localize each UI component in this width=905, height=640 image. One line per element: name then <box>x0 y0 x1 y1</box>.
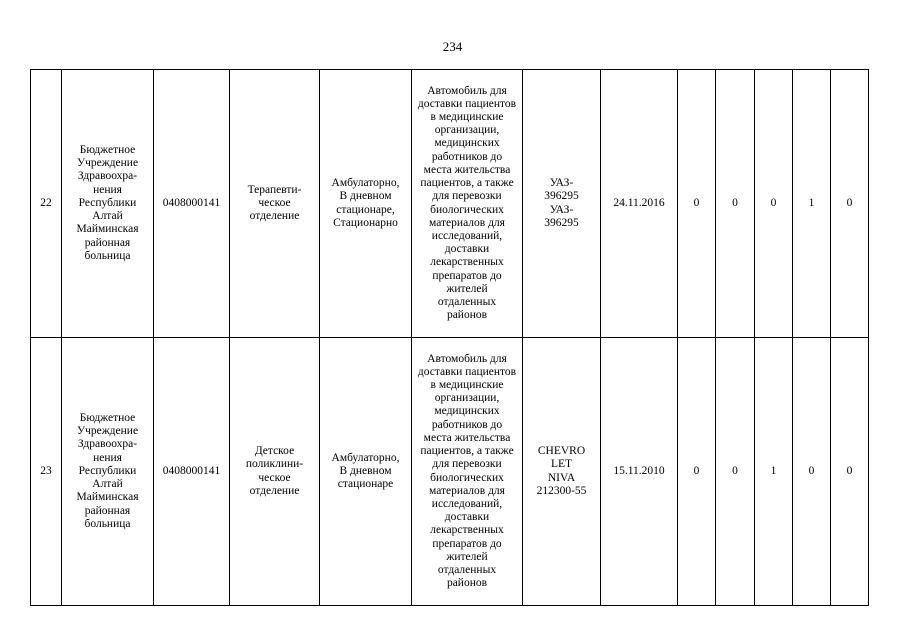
count-cell-4: 0 <box>793 338 831 606</box>
vehicle-model-cell: УАЗ- 396295 УАЗ- 396295 <box>523 70 601 338</box>
care-form-cell: Амбулаторно, В дневном стационаре <box>320 338 412 606</box>
department-cell: Терапевти- ческое отделение <box>230 70 320 338</box>
count-cell-1: 0 <box>678 338 716 606</box>
date-cell: 24.11.2016 <box>601 70 678 338</box>
organization-cell: Бюджетное Учреждение Здравоохра- нения Республики Алтай Майминская районная больница <box>62 338 154 606</box>
count-cell-1: 0 <box>678 70 716 338</box>
table-row <box>31 338 869 606</box>
count-cell-3: 1 <box>755 338 793 606</box>
table-row <box>31 70 869 338</box>
count-cell-2: 0 <box>716 70 755 338</box>
count-cell-3: 0 <box>755 70 793 338</box>
department-cell: Детское поликлини- ческое отделение <box>230 338 320 606</box>
vehicle-model-cell: CHEVRO LET NIVA 212300-55 <box>523 338 601 606</box>
organization-cell: Бюджетное Учреждение Здравоохра- нения Республики Алтай Майминская районная больница <box>62 70 154 338</box>
purpose-cell: Автомобиль для доставки пациентов в медицинские организации, медицинских работников до места жительства пациентов, а также для перевозки биологических материалов для исследований, доставки лекарственных препаратов до жителей отдаленных районов <box>412 338 523 606</box>
date-cell: 15.11.2010 <box>601 338 678 606</box>
vehicle-table <box>30 69 869 606</box>
purpose-cell: Автомобиль для доставки пациентов в медицинские организации, медицинских работников до места жительства пациентов, а также для перевозки биологических материалов для исследований, доставки лекарственных препаратов до жителей отдаленных районов <box>412 70 523 338</box>
count-cell-5: 0 <box>831 338 869 606</box>
count-cell-5: 0 <box>831 70 869 338</box>
page-number: 234 <box>442 39 463 54</box>
row-number-cell: 22 <box>31 70 62 338</box>
care-form-cell: Амбулаторно, В дневном стационаре, Стационарно <box>320 70 412 338</box>
row-number-cell: 23 <box>31 338 62 606</box>
code-cell: 0408000141 <box>154 70 230 338</box>
count-cell-4: 1 <box>793 70 831 338</box>
count-cell-2: 0 <box>716 338 755 606</box>
code-cell: 0408000141 <box>154 338 230 606</box>
